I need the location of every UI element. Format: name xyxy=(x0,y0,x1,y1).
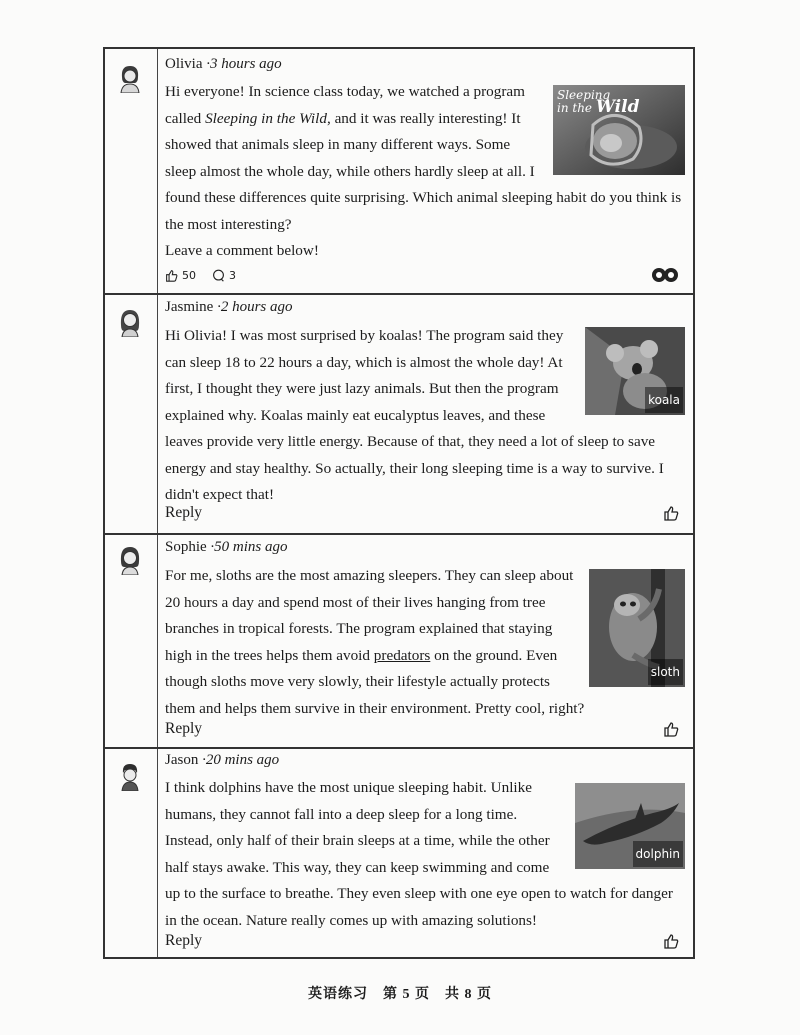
author-name: Jason xyxy=(165,752,199,768)
post-time: ·20 mins ago xyxy=(202,752,280,768)
reply-button[interactable]: Reply xyxy=(165,504,203,521)
post-stats xyxy=(165,269,236,282)
like-count: 50 xyxy=(182,269,196,282)
page-footer: 英语练习 第 5 页 共 8 页 xyxy=(308,987,492,1002)
reply-button[interactable]: Reply xyxy=(165,932,203,949)
reply-button[interactable]: Reply xyxy=(165,720,203,737)
post-text: I think dolphins have the most unique sleeping habit. Unlike humans, they cannot fall into a deep sleep for a long time. Instead, only half of their brain sleeps at a time, while the other half stays awake. This way, they can keep swimming and come up to the surface to breathe. They even sleep with one eye open to watch for danger in the ocean. Nature really comes up with amazing solutions! xyxy=(165,779,673,929)
author-name: Olivia xyxy=(165,56,203,72)
post-time: ·50 mins ago xyxy=(210,539,288,555)
girl-avatar-icon xyxy=(117,307,143,335)
girl-avatar-icon xyxy=(117,545,143,573)
image-title-line: in the xyxy=(557,101,593,115)
like-icon[interactable] xyxy=(663,505,679,526)
more-options-icon[interactable] xyxy=(651,267,679,288)
post-header xyxy=(165,752,279,769)
post-jason xyxy=(105,747,693,957)
koala-photo xyxy=(585,327,685,415)
sloth-photo xyxy=(589,569,685,687)
lion-photo xyxy=(553,85,685,175)
post-sophie xyxy=(105,533,693,749)
image-caption: koala xyxy=(645,387,683,414)
like-icon[interactable] xyxy=(663,933,679,954)
post-time: ·2 hours ago xyxy=(217,299,293,315)
image-title-line: Sleeping xyxy=(557,88,611,102)
dolphin-photo xyxy=(575,783,685,869)
author-name: Jasmine xyxy=(165,299,214,315)
post-header xyxy=(165,539,288,556)
post-body xyxy=(165,775,685,934)
image-caption: dolphin xyxy=(633,841,683,868)
like-icon[interactable] xyxy=(165,269,178,282)
post-body xyxy=(165,79,685,265)
author-name: Sophie xyxy=(165,539,207,555)
comment-board xyxy=(103,47,695,959)
call-to-action: Leave a comment below! xyxy=(165,242,319,259)
comment-icon[interactable] xyxy=(212,269,225,282)
post-time: ·3 hours ago xyxy=(206,56,282,72)
image-title-line: Wild xyxy=(595,97,640,117)
post-text: For me, sloths are the most amazing sleepers. They can sleep about 20 hours a day and spend most of their lives hanging from tree branches in tropical forests. The program explained that staying high in the trees helps them avoid xyxy=(165,567,574,664)
image-title xyxy=(557,88,640,117)
post-body xyxy=(165,563,685,722)
post-header xyxy=(165,56,282,73)
program-title: Sleeping in the Wild xyxy=(205,109,327,127)
like-icon[interactable] xyxy=(663,721,679,742)
comment-count: 3 xyxy=(229,269,236,282)
post-jasmine xyxy=(105,293,693,535)
girl-avatar-icon xyxy=(117,63,143,91)
image-caption: sloth xyxy=(648,659,683,686)
post-text: on the ground. Even though sloths move very slowly, their lifestyle actually protects them and helps them survive in their environment. Pretty cool, right? xyxy=(165,646,585,717)
post-header xyxy=(165,299,293,316)
post-body xyxy=(165,323,685,509)
post-text: Hi everyone! In science class today, we watched a program called xyxy=(165,83,525,127)
underlined-word: predators xyxy=(373,646,431,664)
post-olivia xyxy=(105,49,693,295)
post-text: Hi Olivia! I was most surprised by koalas! The program said they can sleep 18 to 22 hours a day, which is almost the whole day! At first, I thought they were just lazy animals. But then the program explained why. Koalas mainly eat eucalyptus leaves, and these leaves provide very little energy. Because of that, they need a lot of sleep to save energy and stay healthy. So actually, their long sleeping time is a way to survive. I didn't expect that! xyxy=(165,327,664,503)
post-text: , and it was really interesting! It showed that animals sleep in many different ways. Some sleep almost the whole day, while others hardly sleep at all. I found these differences quite surprising. Which animal sleeping habit do you think is the most interesting? xyxy=(165,109,682,233)
boy-avatar-icon xyxy=(117,761,143,789)
